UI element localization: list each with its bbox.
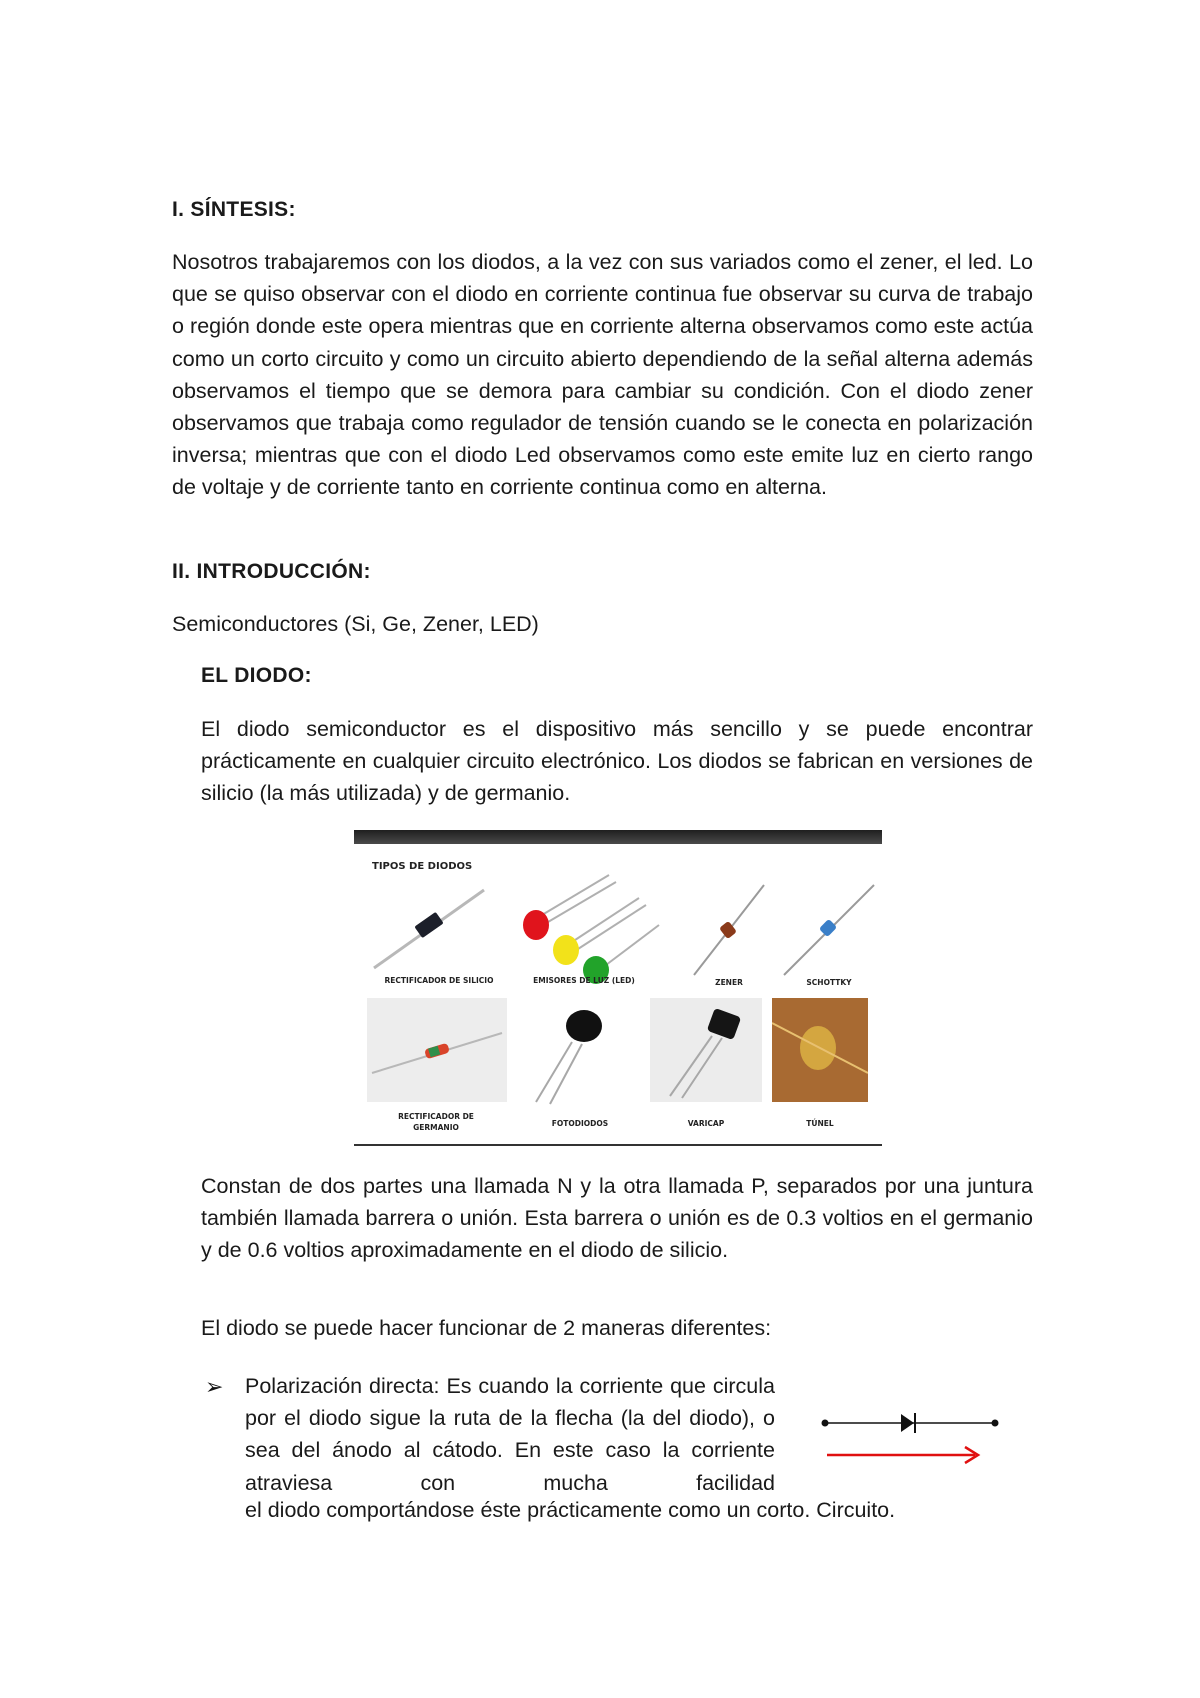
photodiode-image [524, 1002, 634, 1107]
diode-symbol-icon [901, 1414, 914, 1432]
figure-bottom-line [354, 1144, 882, 1146]
junction-paragraph: Constan de dos partes una llamada N y la otra llamada P, separados por una juntura también llamada barrera o unión. Esta barrera o unión es de 0.3 voltios en el germanio y de 0.6 voltios aproximadamente en el diodo de silicio. [201, 1174, 1033, 1263]
caption-led: EMISORES DE LUZ (LED) [533, 976, 635, 985]
caption-rectificador-germanio-1: RECTIFICADOR DE [398, 1112, 474, 1121]
section-1-heading: I. SÍNTESIS: [172, 198, 296, 221]
led-red-icon [523, 910, 549, 940]
forward-bias-last-line: el diodo comportándose éste prácticamente como un corto. Circuito. [245, 1498, 896, 1522]
section-2-heading: II. INTRODUCCIÓN: [172, 560, 371, 583]
diodo-heading: EL DIODO: [201, 664, 312, 687]
diode-forward-bias-diagram [815, 1405, 1005, 1475]
zener-image [689, 880, 769, 980]
diode-types-figure [354, 830, 882, 1146]
led-yellow-icon [553, 935, 579, 965]
germanium-rectifier-image [367, 998, 507, 1102]
caption-varicap: VARICAP [687, 1119, 725, 1128]
figure-title: TIPOS DE DIODOS [372, 861, 473, 872]
terminal-anode-icon [822, 1420, 829, 1427]
operating-modes-line: El diodo se puede hacer funcionar de 2 maneras diferentes: [201, 1316, 772, 1340]
caption-rectificador-silicio: RECTIFICADOR DE SILICIO [384, 976, 494, 985]
caption-tunel: TÚNEL [806, 1119, 834, 1128]
caption-fotodiodos: FOTODIODOS [551, 1119, 609, 1128]
led-image [514, 870, 664, 985]
terminal-cathode-icon [992, 1420, 999, 1427]
forward-bias-text: Polarización directa: Es cuando la corriente que circula por el diodo sigue la ruta de la flecha (la del diodo), o sea del ánodo al cátodo. En este caso la corriente atraviesa con mucha facilidad [245, 1374, 775, 1495]
silicon-rectifier-image [364, 878, 494, 978]
synthesis-paragraph: Nosotros trabajaremos con los diodos, a la vez con sus variados como el zener, el led. Lo que se quiso observar con el diodo en corriente continua fue observar su curva de trabajo o región donde este opera mientras que en corriente alterna observamos como este actúa como un corto circuito y como un circuito abierto dependiendo de la señal alterna además observamos el tiempo que se demora para cambiar su condición. Con el diodo zener observamos que trabaja como regulador de tensión cuando se le conecta en polarización inversa; mientras que con el diodo Led observamos como este emite luz en cierto rango de voltaje y de corriente tanto en corriente continua como en alterna. [172, 250, 1033, 500]
bullet-arrow-icon: ➢ [205, 1374, 224, 1399]
figure-top-bar [354, 830, 882, 844]
caption-schottky: SCHOTTKY [806, 978, 852, 987]
schottky-image [779, 880, 879, 980]
caption-zener: ZENER [715, 978, 743, 987]
caption-rectificador-germanio-2: GERMANIO [413, 1123, 459, 1132]
diodo-paragraph: El diodo semiconductor es el dispositivo más sencillo y se puede encontrar prácticamente en cualquier circuito electrónico. Los diodos se fabrican en versiones de silicio (la más utilizada) y de germanio. [201, 717, 1033, 806]
semiconductors-subtitle: Semiconductores (Si, Ge, Zener, LED) [172, 612, 539, 636]
tunnel-diode-image [772, 998, 868, 1102]
varicap-image [650, 998, 762, 1102]
